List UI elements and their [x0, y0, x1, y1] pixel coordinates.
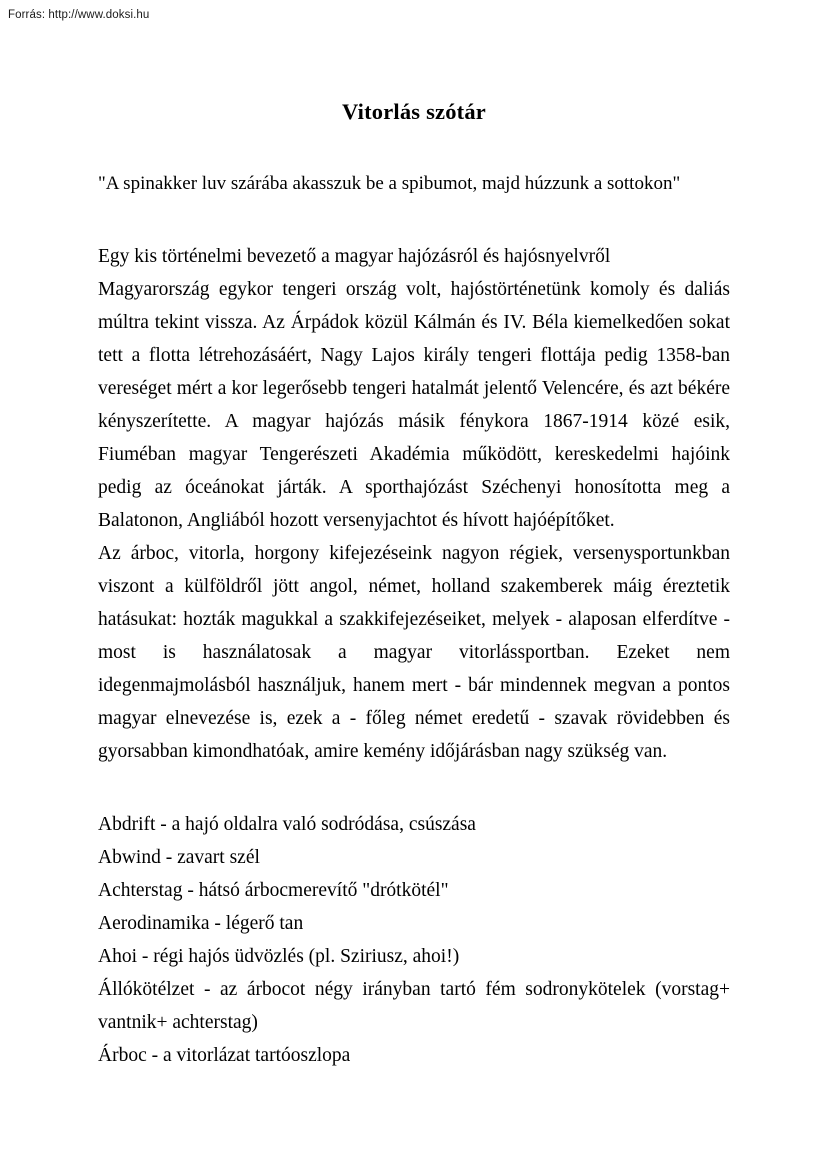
epigraph-quote: "A spinakker luv szárába akasszuk be a spibumot, majd húzzunk a sottokon"	[98, 173, 681, 194]
source-url-header: Forrás: http://www.doksi.hu	[8, 9, 150, 21]
page-title: Vitorlás szótár	[342, 99, 486, 124]
glossary-list	[98, 808, 730, 1072]
glossary-entry: Achterstag - hátsó árbocmerevítő "drótkötél"	[98, 880, 449, 901]
glossary-entry: Abwind - zavart szél	[98, 847, 260, 868]
glossary-entry: Állókötélzet - az árbocot négy irányban tartó fém sodronykötelek (vorstag+ vantnik+ achterstag)	[98, 979, 730, 1033]
glossary-entry: Abdrift - a hajó oldalra való sodródása, csúszása	[98, 814, 476, 835]
glossary-entry: Ahoi - régi hajós üdvözlés (pl. Sziriusz, ahoi!)	[98, 946, 460, 967]
introduction-section	[98, 240, 730, 768]
glossary-entry: Aerodinamika - légerő tan	[98, 913, 304, 934]
glossary-entry: Árboc - a vitorlázat tartóoszlopa	[98, 1045, 351, 1066]
body-paragraph-1: Magyarország egykor tengeri ország volt, hajóstörténetünk komoly és daliás múltra tekint vissza. Az Árpádok közül Kálmán és IV. Béla kiemelkedően sokat tett a flotta létrehozásáért, Nagy Lajos király tengeri flottája pedig 1358-ban vereséget mért a kor legerősebb tengeri hatalmát jelentő Velencére, és azt békére kényszerítette. A magyar hajózás másik fénykora 1867-1914 közé esik, Fiuméban magyar Tengerészeti Akadémia működött, kereskedelmi hajóink pedig az óceánokat járták. A sporthajózást Széchenyi honosította meg a Balatonon, Angliából hozott versenyjachtot és hívott hajóépítőket.	[98, 279, 730, 531]
body-paragraph-2: Az árboc, vitorla, horgony kifejezéseink nagyon régiek, versenysportunkban viszont a külföldről jött angol, német, holland szakemberek máig éreztetik hatásukat: hozták magukkal a szakkifejezéseiket, melyek - alaposan elferdítve - most is használatosak a magyar vitorlássportban. Ezeket nem idegenmajmolásból használjuk, hanem mert - bár mindennek megvan a pontos magyar elnevezése is, ezek a - főleg német eredetű - szavak rövidebben és gyorsabban kimondhatóak, amire kemény időjárásban nagy szükség van.	[98, 543, 730, 762]
intro-heading: Egy kis történelmi bevezető a magyar hajózásról és hajósnyelvről	[98, 246, 611, 267]
